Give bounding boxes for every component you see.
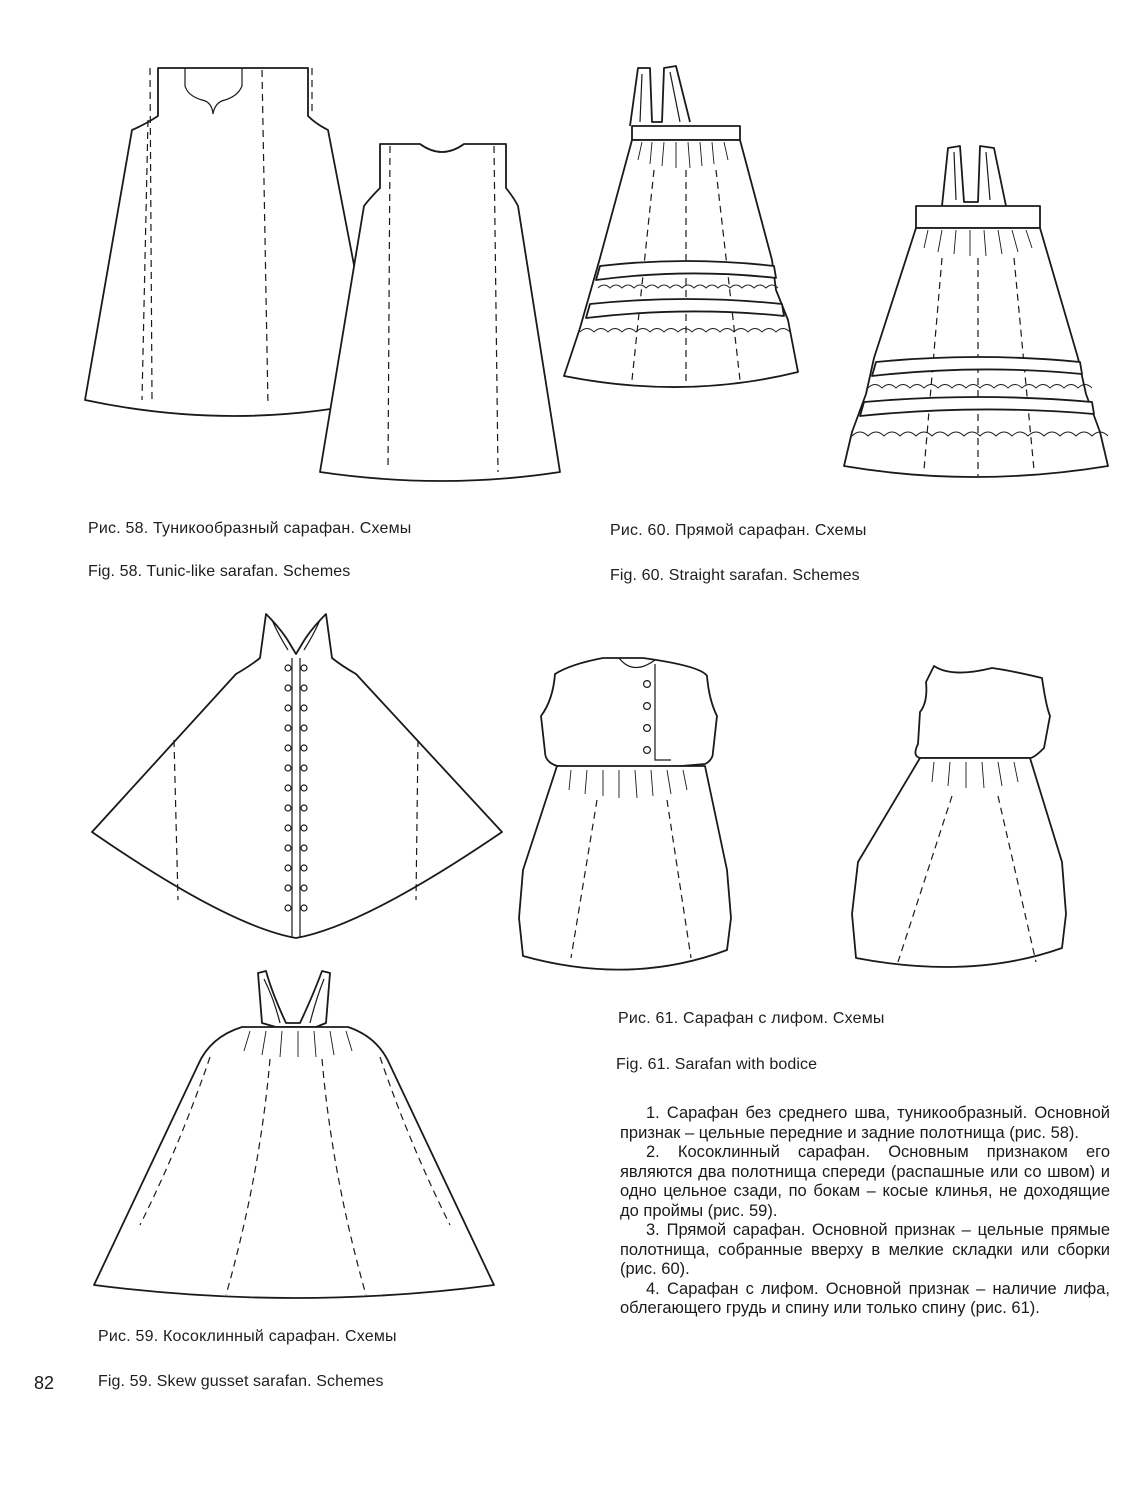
fig59-caption-en: Fig. 59. Skew gusset sarafan. Schemes (98, 1373, 384, 1390)
fig58-caption-en: Fig. 58. Tunic-like sarafan. Schemes (88, 563, 351, 580)
fig60-caption-ru: Рис. 60. Прямой сарафан. Схемы (610, 522, 867, 539)
fig59-front-drawing (88, 610, 508, 950)
fig61-front-drawing (515, 650, 740, 990)
fig61-caption-en: Fig. 61. Sarafan with bodice (616, 1056, 818, 1073)
paragraph-4: 4. Сарафан с лифом. Основной признак – наличие лифа, облегающего грудь и спину или только спину (рис. 61). (620, 1279, 1110, 1317)
page-number: 82 (34, 1373, 55, 1393)
fig60-front-drawing (560, 60, 810, 400)
paragraph-2: 2. Косоклинный сарафан. Основным признаком его являются два полотнища спереди (распашные или со швом) и одно цельное сзади, по бокам – косые клинья, не доходящие до проймы (рис. 59). (620, 1143, 1110, 1220)
fig60-caption-en: Fig. 60. Straight sarafan. Schemes (610, 567, 860, 584)
fig61-caption-ru: Рис. 61. Сарафан с лифом. Схемы (618, 1010, 885, 1027)
fig59-back-drawing (90, 965, 500, 1315)
fig58-caption-ru: Рис. 58. Туникообразный сарафан. Схемы (88, 520, 412, 537)
fig59-caption-ru: Рис. 59. Косоклинный сарафан. Схемы (98, 1328, 397, 1345)
paragraph-3: 3. Прямой сарафан. Основной признак – цельные прямые полотнища, собранные вверху в мелкие складки или сборки (рис. 60). (620, 1221, 1110, 1278)
classification-text (620, 1104, 1110, 1319)
fig58-back-drawing (318, 140, 578, 485)
paragraph-1: 1. Сарафан без среднего шва, туникообразный. Основной признак – цельные передние и задние полотнища (рис. 58). (620, 1104, 1110, 1142)
fig61-back-drawing (822, 662, 1117, 997)
fig60-back-drawing (838, 140, 1118, 485)
